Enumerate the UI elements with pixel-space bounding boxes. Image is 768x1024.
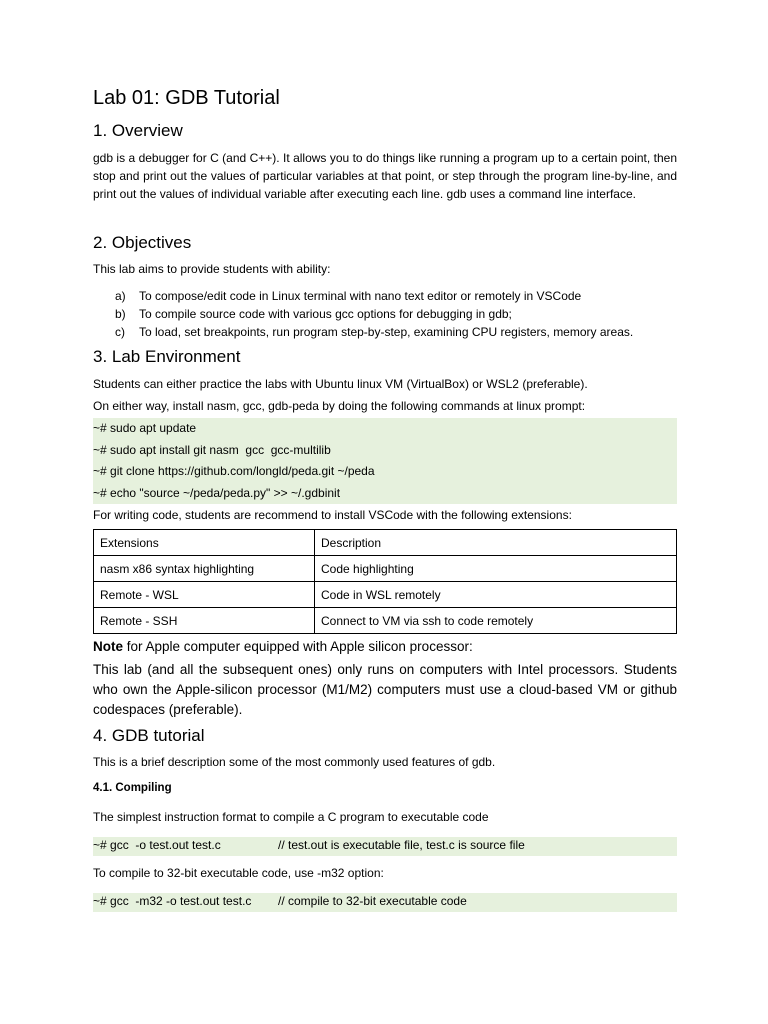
table-cell: nasm x86 syntax highlighting	[94, 556, 315, 582]
apple-note-heading	[93, 637, 677, 657]
command-comment: // compile to 32-bit executable code	[278, 894, 467, 908]
compile-command-block	[93, 837, 677, 856]
code-line: ~# sudo apt update	[93, 421, 197, 435]
table-cell: Remote - WSL	[94, 582, 315, 608]
list-item: b) To compile source code with various gcc options for debugging in gdb;	[115, 307, 512, 321]
command-comment: // test.out is executable file, test.c is source file	[278, 838, 525, 852]
environment-heading: 3. Lab Environment	[93, 347, 241, 366]
objectives-heading: 2. Objectives	[93, 233, 192, 252]
code-line	[93, 837, 677, 856]
code-line: ~# sudo apt install git nasm gcc gcc-multilib	[93, 442, 331, 457]
code-line: ~# git clone https://github.com/longld/peda.git ~/peda	[93, 464, 375, 478]
objectives-list	[93, 287, 677, 341]
table-cell: Code highlighting	[315, 556, 677, 582]
environment-paragraph-3: For writing code, students are recommend to install VSCode with the following extensions:	[93, 508, 572, 522]
compiling-paragraph-2: To compile to 32-bit executable code, use -m32 option:	[93, 866, 384, 880]
compile-32bit-command-block	[93, 893, 677, 912]
command-text: ~# gcc -o test.out test.c	[93, 838, 221, 852]
environment-paragraph-1: Students can either practice the labs with Ubuntu linux VM (VirtualBox) or WSL2 (preferable).	[93, 377, 588, 391]
gdb-tutorial-heading: 4. GDB tutorial	[93, 726, 205, 745]
apple-note-body: This lab (and all the subsequent ones) only runs on computers with Intel processors. Students who own the Apple-silicon processor (M1/M2) computers must use a cloud-based VM or github codespaces (preferable).	[93, 662, 677, 717]
overview-heading: 1. Overview	[93, 121, 183, 140]
table-cell: Connect to VM via ssh to code remotely	[315, 608, 677, 634]
extensions-table	[93, 529, 677, 634]
note-label: Note	[93, 639, 123, 654]
overview-paragraph: gdb is a debugger for C (and C++). It allows you to do things like running a program up to a certain point, then stop and print out the values of particular variables at that point, or step through the program line-by-line, and print out the values of individual variable after executing each line. gdb uses a command line interface.	[93, 151, 677, 201]
install-commands-block	[93, 418, 677, 504]
table-header-cell: Extensions	[94, 530, 315, 556]
objectives-intro: This lab aims to provide students with ability:	[93, 262, 331, 276]
compiling-subheading: 4.1. Compiling	[93, 782, 172, 794]
list-item: c) To load, set breakpoints, run program step-by-step, examining CPU registers, memory areas.	[115, 325, 634, 339]
environment-paragraph-2: On either way, install nasm, gcc, gdb-peda by doing the following commands at linux prompt:	[93, 399, 586, 413]
page-title: Lab 01: GDB Tutorial	[93, 87, 280, 109]
compiling-paragraph-1: The simplest instruction format to compile a C program to executable code	[93, 810, 489, 824]
command-text: ~# gcc -m32 -o test.out test.c	[93, 894, 252, 908]
table-cell: Code in WSL remotely	[315, 582, 677, 608]
code-line	[93, 893, 677, 912]
gdb-intro: This is a brief description some of the most commonly used features of gdb.	[93, 755, 496, 769]
note-label-rest: for Apple computer equipped with Apple silicon processor:	[123, 639, 473, 654]
table-row	[94, 608, 677, 634]
code-line: ~# echo "source ~/peda/peda.py" >> ~/.gdbinit	[93, 485, 341, 500]
table-row	[94, 582, 677, 608]
list-item: a) To compose/edit code in Linux terminal with nano text editor or remotely in VSCode	[115, 289, 582, 303]
table-cell: Remote - SSH	[94, 608, 315, 634]
table-header-cell: Description	[315, 530, 677, 556]
table-header-row	[94, 530, 677, 556]
table-row	[94, 556, 677, 582]
